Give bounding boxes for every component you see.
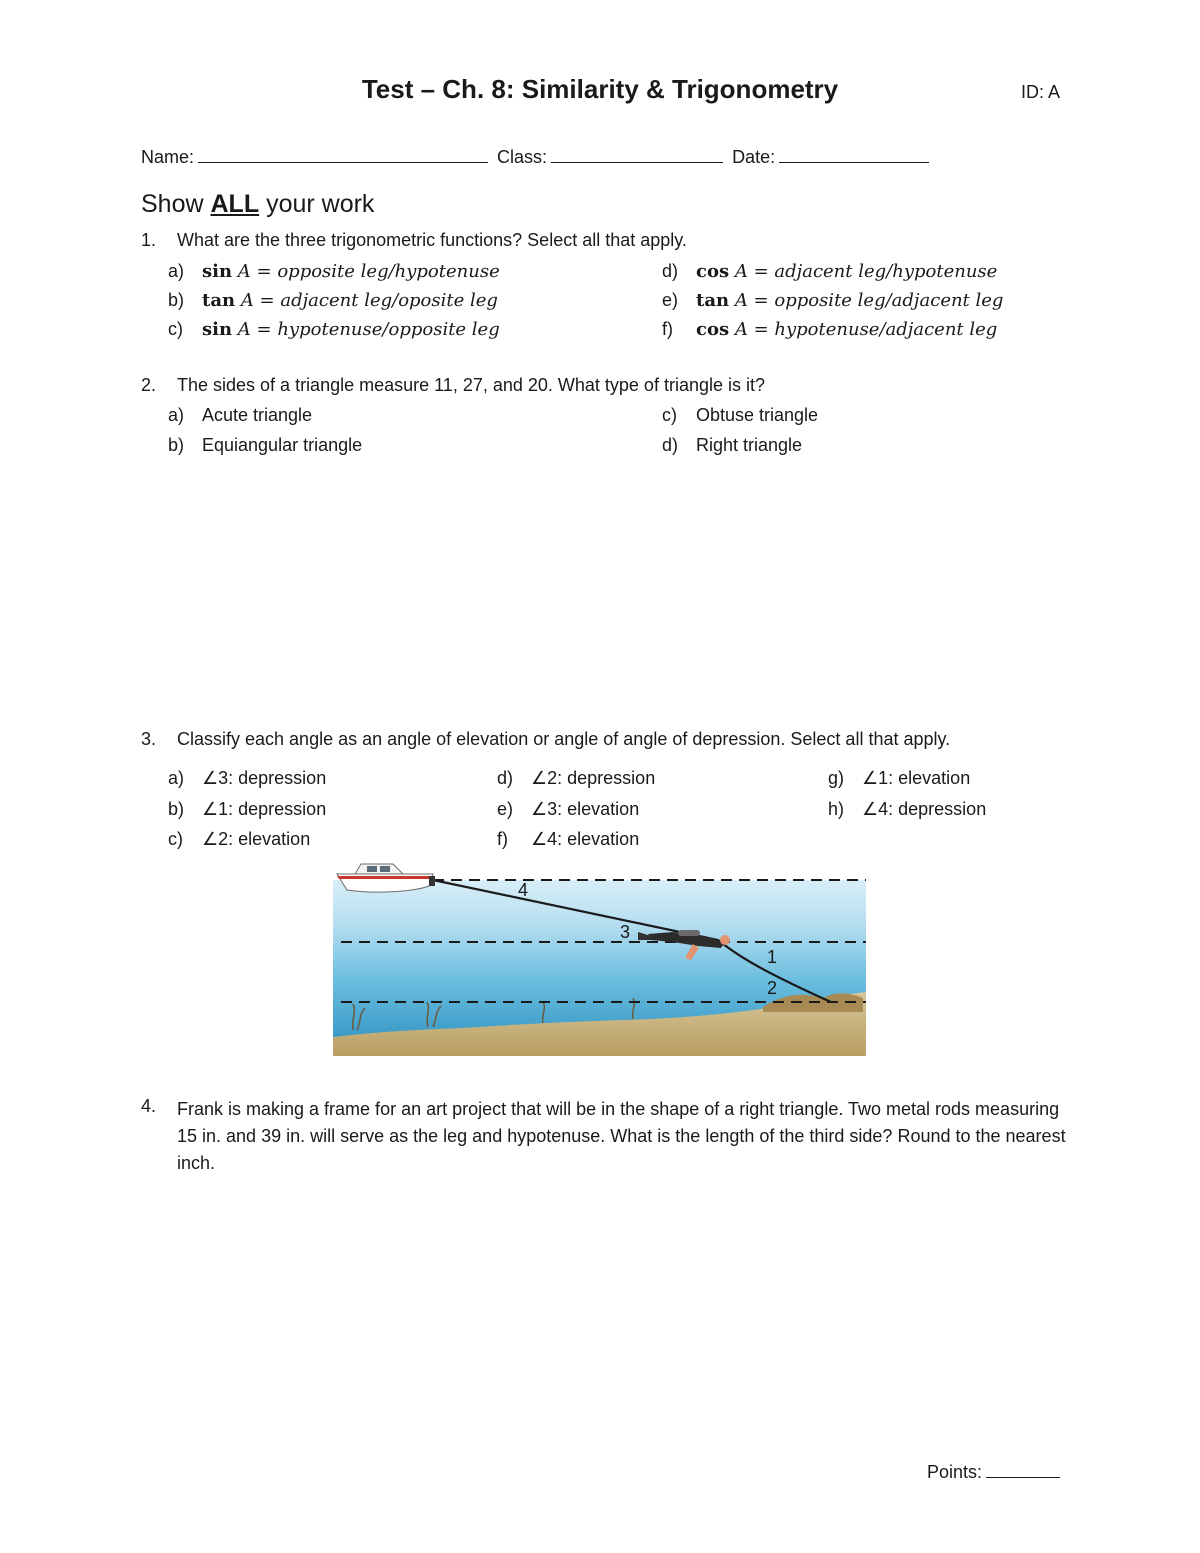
question-text: The sides of a triangle measure 11, 27, and 20. What type of triangle is it? — [177, 375, 765, 395]
q3-option-g[interactable]: g) ∠1: elevation — [828, 768, 971, 788]
angle-diagram — [333, 862, 866, 1056]
date-field[interactable] — [779, 145, 929, 163]
question-3 — [0, 729, 1200, 753]
q3-option-a[interactable]: a) ∠3: depression — [168, 768, 327, 788]
points-field — [927, 1460, 1060, 1483]
q1-option-f[interactable]: f) cos A = hypotenuse/adjacent leg — [662, 319, 998, 340]
question-2 — [0, 375, 1200, 399]
q1-option-e[interactable]: e) tan A = opposite leg/adjacent leg — [662, 290, 1004, 311]
question-4-number-row — [0, 1096, 180, 1120]
boat — [337, 864, 435, 892]
q2-option-a[interactable]: a) Acute triangle — [168, 405, 313, 425]
q2-option-b[interactable]: b) Equiangular triangle — [168, 435, 363, 455]
question-4-text: Frank is making a frame for an art project that will be in the shape of a right triangle. Two metal rods measuring 15 in. and 39 in. will serve as the leg and hypotenuse. What is the length of the third side? Round to the nearest inch. — [177, 1099, 1066, 1173]
name-field[interactable] — [198, 145, 488, 163]
question-1 — [0, 230, 1200, 254]
class-field[interactable] — [551, 145, 723, 163]
question-number: 4. — [141, 1096, 157, 1116]
points-blank[interactable] — [986, 1460, 1060, 1478]
q2-option-d[interactable]: d) Right triangle — [662, 435, 803, 455]
question-number: 1. — [141, 230, 157, 250]
q3-option-h[interactable]: h) ∠4: depression — [828, 799, 987, 819]
q3-option-c[interactable]: c) ∠2: elevation — [168, 829, 311, 849]
test-id: ID: A — [1020, 82, 1060, 102]
points-label: Points: — [926, 1462, 982, 1482]
question-number: 2. — [141, 375, 157, 395]
q1-option-b[interactable]: b) tan A = adjacent leg/oposite leg — [168, 290, 498, 311]
q1-option-d[interactable]: d) cos A = adjacent leg/hypotenuse — [662, 261, 998, 282]
q1-option-c[interactable]: c) sin A = hypotenuse/opposite leg — [168, 319, 500, 340]
question-number: 3. — [141, 729, 157, 749]
angle-label-1: 1 — [767, 947, 778, 967]
date-label: Date: — [732, 147, 776, 167]
q3-option-b[interactable]: b) ∠1: depression — [168, 799, 327, 819]
instruction-emphasis: ALL — [210, 190, 260, 218]
angle-label-4: 4 — [518, 880, 529, 900]
q3-option-d[interactable]: d) ∠2: depression — [497, 768, 656, 788]
diagram-illustration — [333, 862, 866, 1056]
q1-option-a[interactable]: a) sin A = opposite leg/hypotenuse — [168, 261, 500, 282]
q2-option-c[interactable]: c) Obtuse triangle — [662, 405, 819, 425]
question-text: Classify each angle as an angle of elevation or angle of angle of depression. Select all that apply. — [177, 729, 951, 749]
class-label: Class: — [497, 147, 548, 167]
student-info-fields — [141, 145, 933, 168]
angle-label-3: 3 — [620, 922, 631, 942]
page-title: Test – Ch. 8: Similarity & Trigonometry — [361, 74, 839, 104]
q3-option-f[interactable]: f) ∠4: elevation — [497, 829, 640, 849]
name-label: Name: — [141, 147, 195, 167]
q3-option-e[interactable]: e) ∠3: elevation — [497, 799, 640, 819]
angle-label-2: 2 — [767, 978, 778, 998]
instruction: Show ALL your work — [141, 190, 375, 218]
question-text: What are the three trigonometric functions? Select all that apply. — [177, 230, 687, 250]
